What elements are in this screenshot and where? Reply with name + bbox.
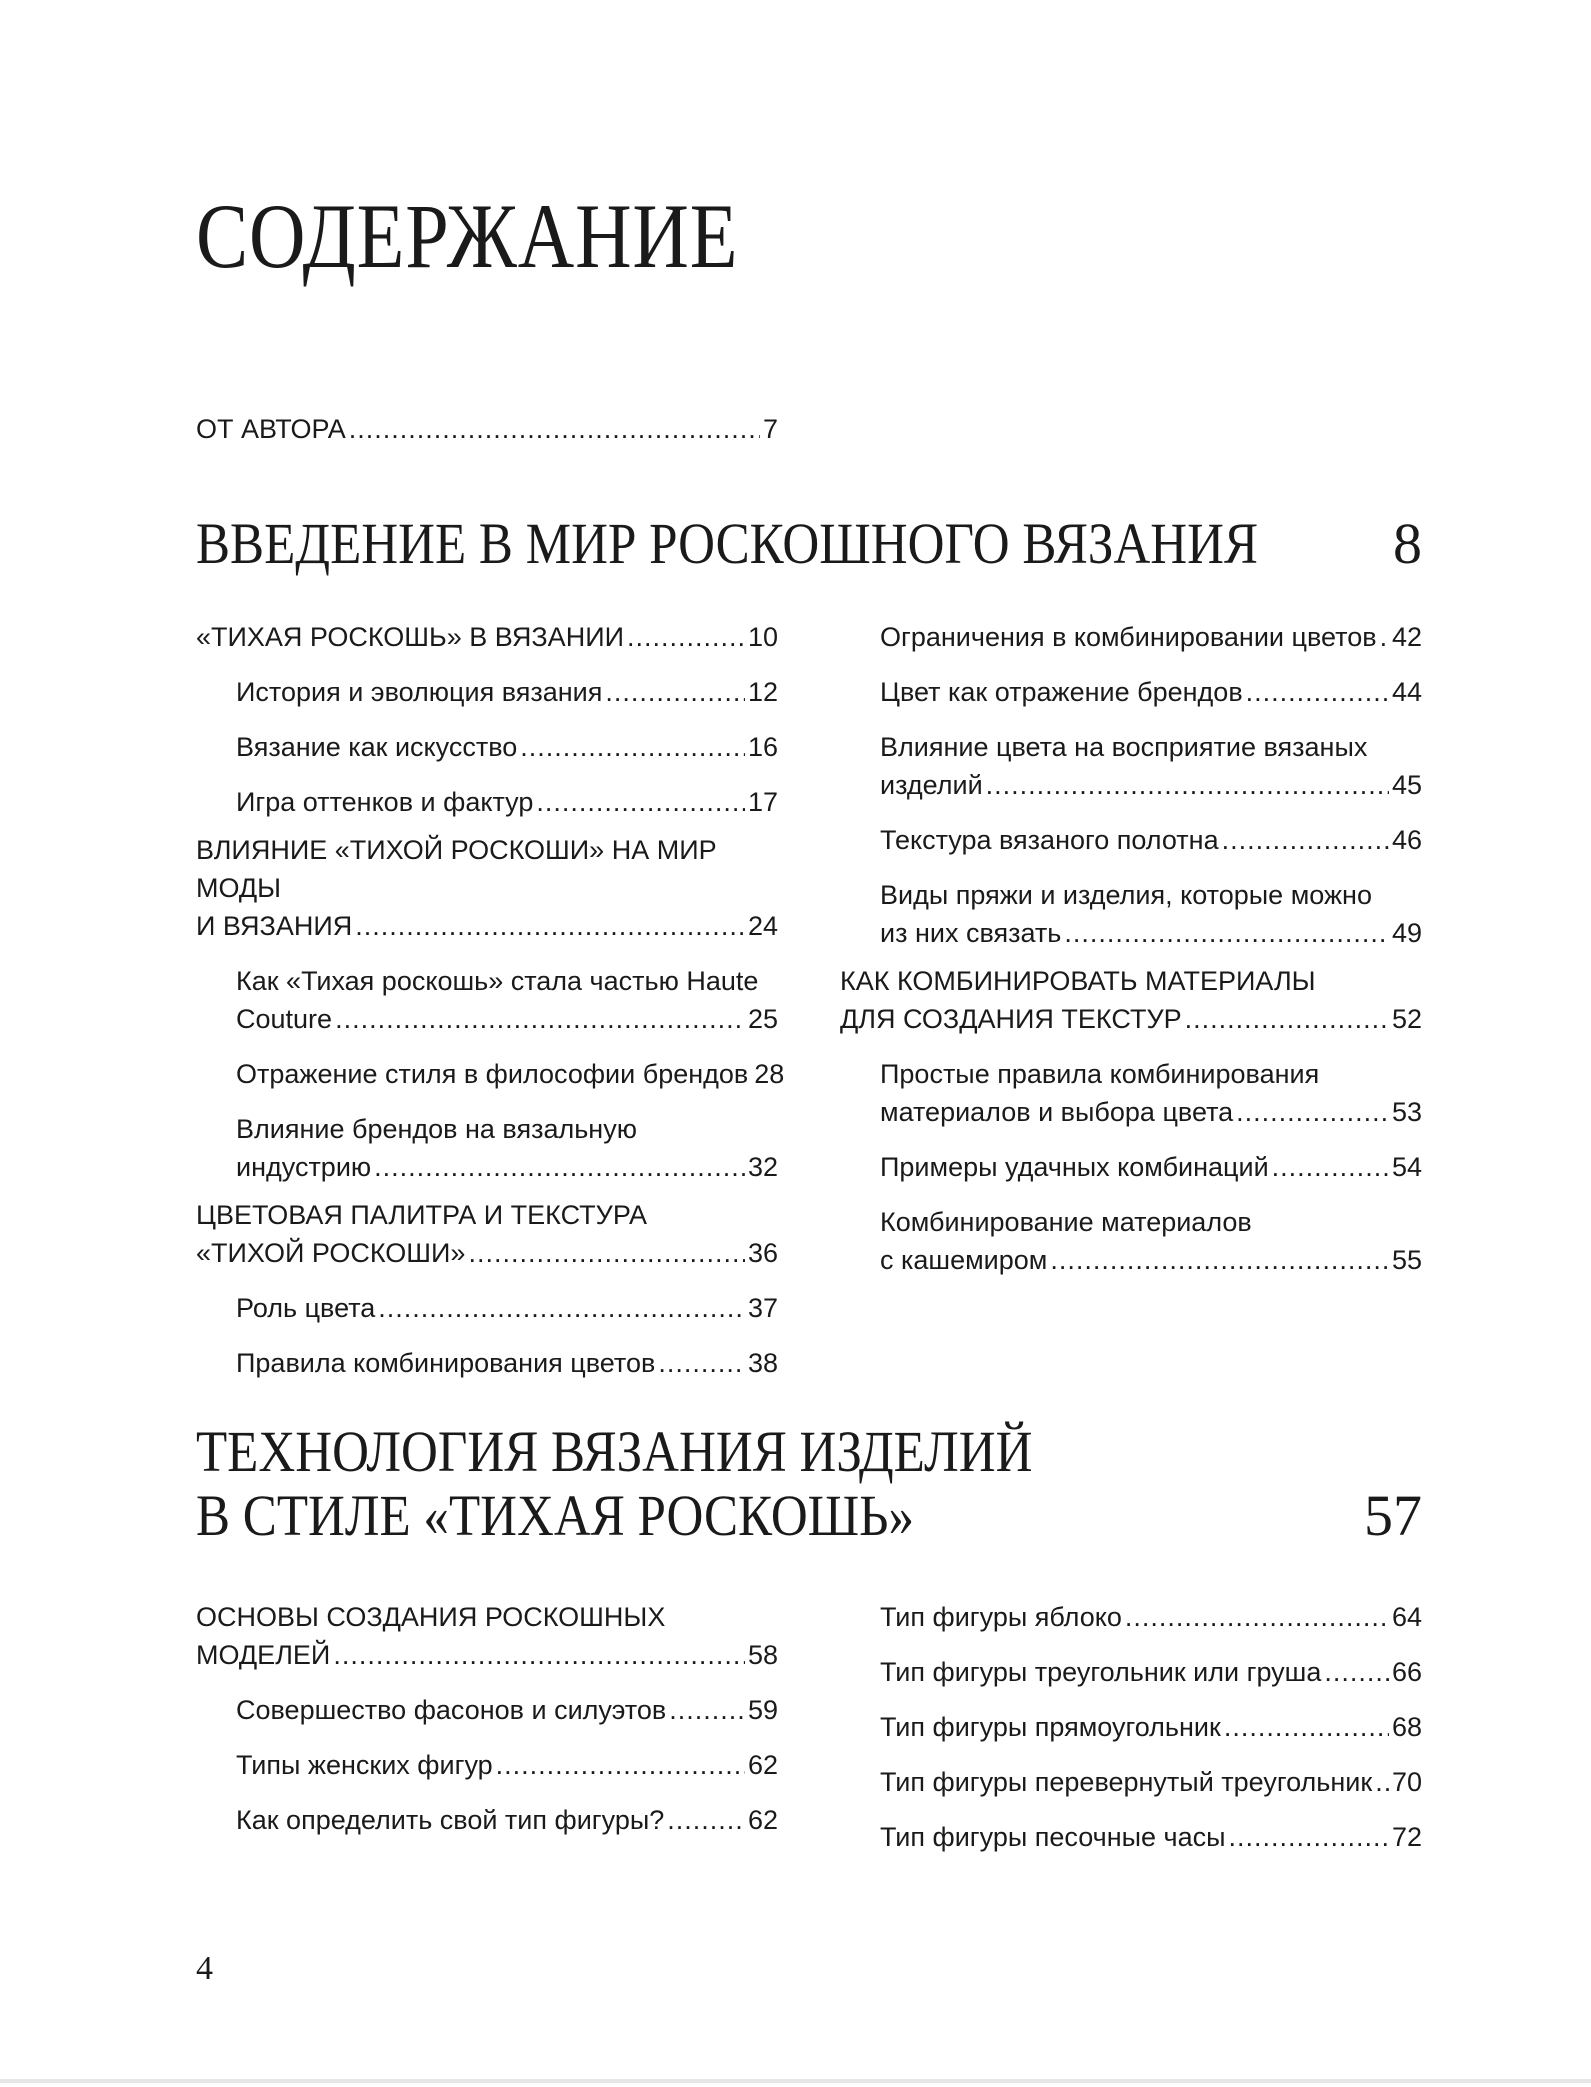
section2-left-column: [196, 1598, 778, 1856]
toc-entry-page: 16: [747, 732, 778, 762]
toc-entry-title: Цвет как отражение брендов: [880, 677, 1243, 707]
leader-dots: [536, 783, 745, 821]
toc-entry-page: 7: [762, 414, 778, 444]
toc-entry-title: ДЛЯ СОЗДАНИЯ ТЕКСТУР: [840, 1004, 1182, 1034]
toc-entry[interactable]: [196, 1289, 778, 1327]
toc-entry-title: Тип фигуры треугольник или груша: [880, 1657, 1322, 1687]
toc-entry-title: Типы женских фигур: [236, 1750, 493, 1780]
toc-entry[interactable]: [840, 673, 1422, 711]
toc-entry-title: Вязание как искусство: [236, 732, 518, 762]
toc-entry-title: с кашемиром: [880, 1245, 1048, 1275]
toc-entry-page: 42: [1391, 622, 1422, 652]
toc-entry-page: 37: [747, 1293, 778, 1323]
leader-dots: [1236, 1093, 1389, 1131]
toc-entry[interactable]: [840, 1763, 1422, 1801]
toc-entry[interactable]: [196, 410, 778, 448]
section-page: 8: [1393, 511, 1422, 576]
toc-entry[interactable]: [196, 1196, 778, 1272]
toc-entry[interactable]: [840, 1055, 1422, 1131]
toc-entry[interactable]: [840, 876, 1422, 952]
toc-entry[interactable]: [196, 783, 778, 821]
leader-dots: [627, 618, 745, 656]
toc-entry[interactable]: [196, 1055, 785, 1093]
leader-dots: [378, 1289, 745, 1327]
toc-entry-title: Как определить свой тип фигуры?: [236, 1805, 665, 1835]
toc-entry-title: Примеры удачных комбинаций: [880, 1152, 1269, 1182]
section-title-line1: ТЕХНОЛОГИЯ ВЯЗАНИЯ ИЗДЕЛИЙ: [196, 1419, 1033, 1484]
toc-entry-title: МОДЕЛЕЙ: [196, 1640, 331, 1670]
leader-dots: [349, 410, 760, 448]
toc-entry-page: 58: [747, 1640, 778, 1670]
toc-entry-page: 44: [1391, 677, 1422, 707]
toc-entry-page: 68: [1391, 1712, 1422, 1742]
toc-entry-title: Отражение стиля в философии брендов: [236, 1059, 749, 1089]
toc-entry-page: 28: [754, 1059, 785, 1089]
toc-entry[interactable]: [196, 1598, 778, 1674]
leader-dots: [1125, 1598, 1389, 1636]
leader-dots: [520, 728, 745, 766]
toc-entry-page: 55: [1391, 1245, 1422, 1275]
toc-entry-page: 62: [747, 1750, 778, 1780]
toc-entry-page: 10: [747, 622, 778, 652]
toc-entry-title-line: Как «Тихая роскошь» стала частью Haute: [236, 966, 759, 996]
toc-entry-title-line: Влияние брендов на вязальную: [236, 1114, 637, 1144]
toc-entry-title: изделий: [880, 770, 983, 800]
leader-dots: [1375, 1763, 1389, 1801]
page-title: СОДЕРЖАНИЕ: [196, 185, 739, 287]
toc-entry-title: Тип фигуры перевернутый треугольник: [880, 1767, 1373, 1797]
leader-dots: [1324, 1653, 1389, 1691]
toc-entry-title: Игра оттенков и фактур: [236, 787, 534, 817]
toc-entry-page: 24: [747, 911, 778, 941]
toc-entry[interactable]: [840, 1148, 1422, 1186]
toc-entry-title: Ограничения в комбинировании цветов: [880, 622, 1377, 652]
leader-dots: [335, 1000, 745, 1038]
leader-dots: [333, 1636, 745, 1674]
toc-entry-title-line: Влияние цвета на восприятие вязаных: [880, 732, 1368, 762]
section1-right-column: [840, 618, 1422, 1296]
toc-entry-page: 46: [1391, 825, 1422, 855]
bottom-edge-divider: [0, 2079, 1591, 2083]
toc-entry-title-line: Простые правила комбинирования: [880, 1059, 1320, 1089]
toc-entry-page: 52: [1391, 1004, 1422, 1034]
toc-entry-page: 70: [1391, 1767, 1422, 1797]
toc-entry-title: Правила комбинирования цветов: [236, 1348, 656, 1378]
toc-entry-page: 17: [747, 787, 778, 817]
page-number: 4: [196, 1950, 213, 1987]
toc-entry-page: 53: [1391, 1097, 1422, 1127]
toc-entry[interactable]: [196, 1344, 778, 1382]
toc-entry[interactable]: [840, 1708, 1422, 1746]
leader-dots: [496, 1746, 745, 1784]
toc-entry[interactable]: [196, 1691, 778, 1729]
toc-entry-title-line: ЦВЕТОВАЯ ПАЛИТРА И ТЕКСТУРА: [196, 1200, 648, 1230]
toc-entry[interactable]: [840, 1203, 1422, 1279]
toc-intro: [196, 410, 778, 465]
toc-entry-title-line: КАК КОМБИНИРОВАТЬ МАТЕРИАЛЫ: [840, 966, 1316, 996]
toc-entry[interactable]: [840, 962, 1422, 1038]
toc-entry-page: 59: [747, 1695, 778, 1725]
toc-entry-title-line: ВЛИЯНИЕ «ТИХОЙ РОСКОШИ» НА МИР МОДЫ: [196, 835, 717, 903]
leader-dots: [669, 1691, 745, 1729]
toc-entry-page: 54: [1391, 1152, 1422, 1182]
toc-entry-page: 49: [1391, 918, 1422, 948]
leader-dots: [1185, 1000, 1389, 1038]
toc-entry-title-line: Комбинирование материалов: [880, 1207, 1252, 1237]
toc-entry-title: Роль цвета: [236, 1293, 376, 1323]
leader-dots: [1050, 1241, 1389, 1279]
toc-entry-title: «ТИХОЙ РОСКОШИ»: [196, 1238, 466, 1268]
leader-dots: [1224, 1708, 1389, 1746]
leader-dots: [658, 1344, 745, 1382]
toc-entry[interactable]: [196, 618, 778, 656]
toc-entry-page: 66: [1391, 1657, 1422, 1687]
toc-entry[interactable]: [840, 728, 1422, 804]
toc-entry-title: «ТИХАЯ РОСКОШЬ» В ВЯЗАНИИ: [196, 622, 625, 652]
leader-dots: [1064, 914, 1389, 952]
toc-entry-title: индустрию: [236, 1152, 372, 1182]
toc-entry-title: Тип фигуры песочные часы: [880, 1822, 1226, 1852]
toc-entry[interactable]: [840, 1598, 1422, 1636]
toc-entry-page: 12: [747, 677, 778, 707]
leader-dots: [468, 1234, 745, 1272]
toc-entry-page: 64: [1391, 1602, 1422, 1632]
toc-entry-title: ОТ АВТОРА: [196, 414, 346, 444]
toc-entry[interactable]: [196, 1110, 778, 1186]
toc-entry-page: 25: [747, 1004, 778, 1034]
toc-entry-title: Тип фигуры яблоко: [880, 1602, 1122, 1632]
toc-entry[interactable]: [196, 831, 778, 945]
toc-entry-title: Текстура вязаного полотна: [880, 825, 1219, 855]
toc-entry-page: 38: [747, 1348, 778, 1378]
toc-entry[interactable]: [840, 1818, 1422, 1856]
toc-entry-title-line: ОСНОВЫ СОЗДАНИЯ РОСКОШНЫХ: [196, 1602, 666, 1632]
toc-entry-title-line: Виды пряжи и изделия, которые можно: [880, 880, 1372, 910]
toc-entry[interactable]: [840, 1653, 1422, 1691]
toc-entry-title: И ВЯЗАНИЯ: [196, 911, 353, 941]
toc-entry-page: 32: [747, 1152, 778, 1182]
leader-dots: [667, 1801, 745, 1839]
leader-dots: [1380, 618, 1389, 656]
section2-right-column: [840, 1598, 1422, 1873]
toc-entry-page: 36: [747, 1238, 778, 1268]
leader-dots: [374, 1148, 745, 1186]
leader-dots: [1272, 1148, 1389, 1186]
leader-dots: [1246, 673, 1389, 711]
section-page: 57: [1364, 1483, 1422, 1548]
leader-dots: [605, 673, 745, 711]
toc-entry[interactable]: [196, 673, 778, 711]
toc-entry-title: материалов и выбора цвета: [880, 1097, 1234, 1127]
section-title-line2: В СТИЛЕ «ТИХАЯ РОСКОШЬ»: [196, 1483, 915, 1548]
section1-left-column: [196, 618, 785, 1399]
toc-entry-title: Тип фигуры прямоугольник: [880, 1712, 1221, 1742]
toc-entry-title: из них связать: [880, 918, 1062, 948]
toc-entry[interactable]: [840, 821, 1422, 859]
toc-entry-title: Совершество фасонов и силуэтов: [236, 1695, 667, 1725]
toc-entry[interactable]: [840, 618, 1422, 656]
toc-entry-page: 62: [747, 1805, 778, 1835]
leader-dots: [1229, 1818, 1389, 1856]
leader-dots: [986, 766, 1389, 804]
section-heading-2[interactable]: [196, 1420, 1422, 1548]
toc-entry[interactable]: [196, 1746, 778, 1784]
toc-entry[interactable]: [196, 1801, 778, 1839]
section-title: ВВЕДЕНИЕ В МИР РОСКОШНОГО ВЯЗАНИЯ: [196, 511, 1259, 576]
leader-dots: [355, 907, 745, 945]
toc-entry-page: 45: [1391, 770, 1422, 800]
toc-entry-title: История и эволюция вязания: [236, 677, 603, 707]
toc-entry[interactable]: [196, 962, 778, 1038]
leader-dots: [1222, 821, 1389, 859]
section-heading-1[interactable]: [196, 512, 1422, 576]
toc-entry-page: 72: [1391, 1822, 1422, 1852]
toc-entry-title: Couture: [236, 1004, 333, 1034]
toc-entry[interactable]: [196, 728, 778, 766]
